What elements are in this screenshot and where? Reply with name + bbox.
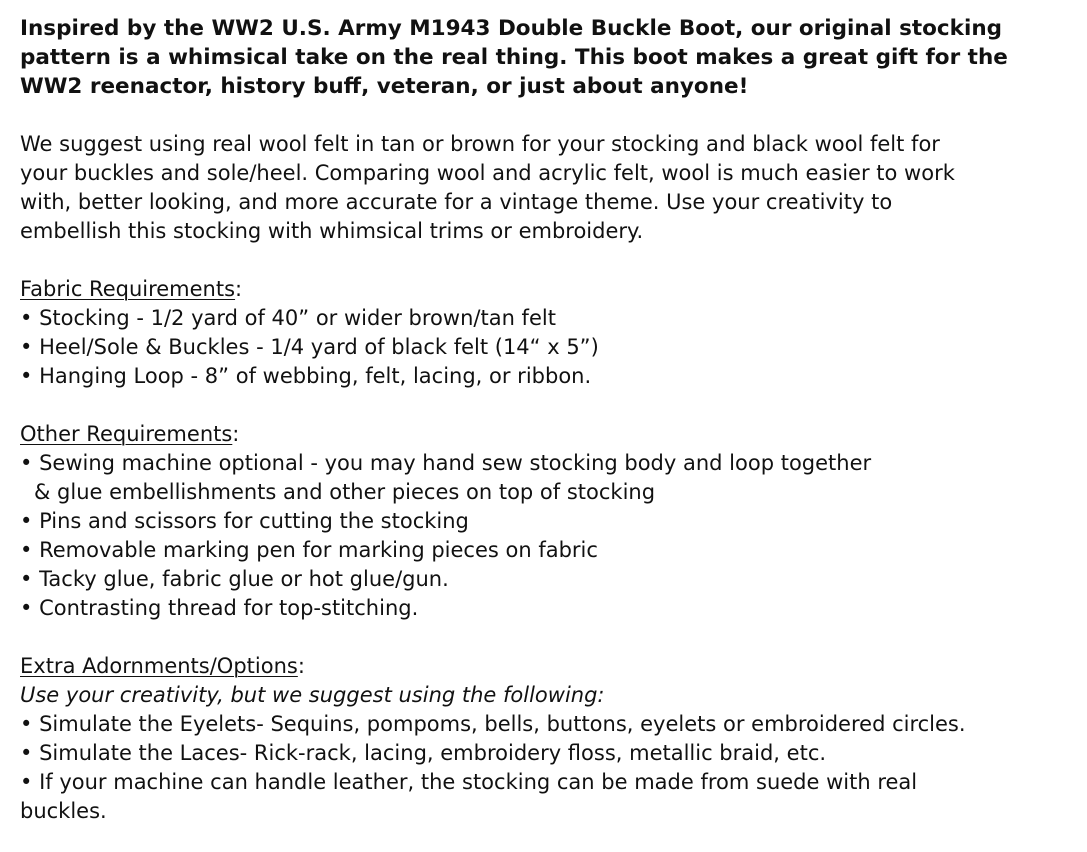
bullet-icon: • [20, 712, 33, 736]
fabric-requirements-heading [20, 275, 1070, 304]
list-item [20, 710, 1070, 739]
list-item [20, 449, 1070, 507]
other-heading-text: Other Requirements [20, 422, 233, 446]
extra-adornments-heading [20, 652, 1070, 681]
other-heading-colon: : [232, 422, 240, 446]
list-item [20, 333, 1070, 362]
extra-subheading: Use your creativity, but we suggest using the following: [20, 683, 605, 707]
list-item-text: Pins and scissors for cutting the stocking [39, 509, 469, 533]
list-item-text: Hanging Loop - 8” of webbing, felt, lacing, or ribbon. [39, 364, 592, 388]
bullet-icon: • [20, 306, 33, 330]
bullet-icon: • [20, 596, 33, 620]
list-item-text: Tacky glue, fabric glue or hot glue/gun. [39, 567, 449, 591]
description-line: with, better looking, and more accurate for a vintage theme. Use your creativity to [20, 190, 893, 214]
list-item [20, 362, 1070, 391]
extra-heading-text: Extra Adornments/Options [20, 654, 298, 678]
list-item-text: Simulate the Eyelets- Sequins, pompoms, bells, buttons, eyelets or embroidered circles. [39, 712, 966, 736]
list-item [20, 565, 1070, 594]
other-requirements-heading [20, 420, 1070, 449]
bullet-icon: • [20, 741, 33, 765]
list-item [20, 739, 1070, 768]
extra-heading-colon: : [297, 654, 305, 678]
list-item-text: Stocking - 1/2 yard of 40” or wider brown/tan felt [39, 306, 556, 330]
list-item [20, 536, 1070, 565]
fabric-requirements-section [20, 275, 1070, 391]
intro-paragraph [20, 14, 1070, 101]
description-line: embellish this stocking with whimsical trims or embroidery. [20, 219, 644, 243]
bullet-icon: • [20, 509, 33, 533]
other-requirements-section [20, 420, 1070, 623]
description-paragraph [20, 130, 1070, 246]
bullet-icon: • [20, 335, 33, 359]
bullet-icon: • [20, 538, 33, 562]
list-item [20, 768, 1070, 826]
list-item-text: Contrasting thread for top-stitching. [39, 596, 419, 620]
list-item [20, 304, 1070, 333]
intro-line: WW2 reenactor, history buff, veteran, or just about anyone! [20, 74, 749, 99]
bullet-icon: • [20, 567, 33, 591]
list-item-text: Removable marking pen for marking pieces on fabric [39, 538, 598, 562]
instructions-document [20, 14, 1070, 826]
list-item-continuation: buckles. [20, 799, 107, 823]
list-item [20, 507, 1070, 536]
fabric-heading-colon: : [235, 277, 243, 301]
fabric-heading-text: Fabric Requirements [20, 277, 236, 301]
bullet-icon: • [20, 364, 33, 388]
list-item-text: Simulate the Laces- Rick-rack, lacing, embroidery floss, metallic braid, etc. [39, 741, 827, 765]
extra-adornments-section [20, 652, 1070, 826]
list-item-text: If your machine can handle leather, the stocking can be made from suede with real [39, 770, 918, 794]
list-item-continuation: & glue embellishments and other pieces on top of stocking [34, 480, 656, 504]
list-item [20, 594, 1070, 623]
list-item-text: Sewing machine optional - you may hand sew stocking body and loop together [39, 451, 872, 475]
bullet-icon: • [20, 770, 33, 794]
description-line: We suggest using real wool felt in tan or brown for your stocking and black wool felt for [20, 132, 940, 156]
list-item-text: Heel/Sole & Buckles - 1/4 yard of black felt (14“ x 5”) [39, 335, 599, 359]
intro-line: pattern is a whimsical take on the real thing. This boot makes a great gift for the [20, 45, 1008, 70]
description-line: your buckles and sole/heel. Comparing wool and acrylic felt, wool is much easier to work [20, 161, 955, 185]
other-list [20, 449, 1070, 623]
intro-line: Inspired by the WW2 U.S. Army M1943 Double Buckle Boot, our original stocking [20, 16, 1003, 41]
extra-list [20, 710, 1070, 826]
fabric-list [20, 304, 1070, 391]
bullet-icon: • [20, 451, 33, 475]
